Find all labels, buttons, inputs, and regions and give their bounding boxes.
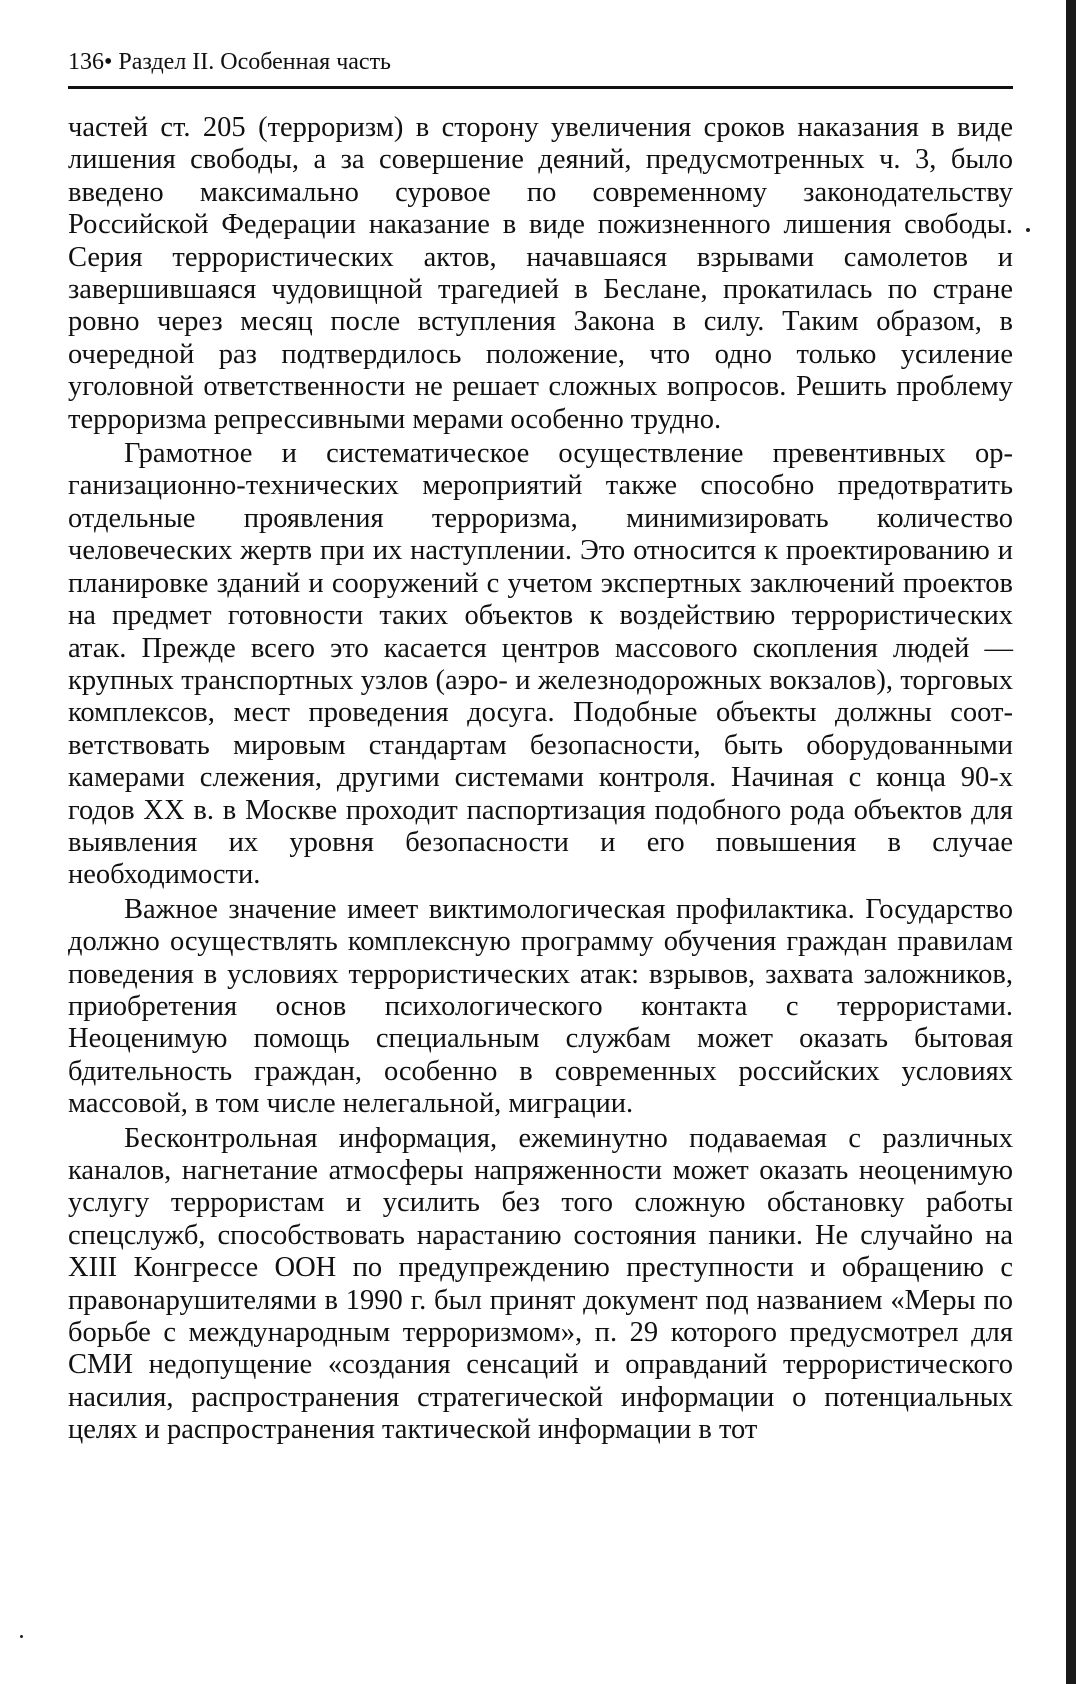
page-number: 136 xyxy=(68,49,104,75)
section-title: Раздел II. Особенная часть xyxy=(118,49,391,75)
running-header xyxy=(68,46,1013,89)
scan-speck xyxy=(20,1635,23,1638)
paragraph-2: Грамотное и систематическое осуществление превентивных организационно-технических мероприятий также способно предотвратить отдельные проявления терроризма, минимизировать количество человеческих жертв при их наступлении. Это относится к проектированию и планировке зданий и сооружений с учетом экспертных заключений проектов на предмет готовности таких объектов к воздействию террористических атак. Прежде всего это касается центров массового скопления людей — крупных транспортных узлов (аэро- и железнодорожных вокзалов), торговых комплексов, мест проведения досуга. Подобные объекты должны соответствовать мировым стандартам безопасности, быть оборудованными камерами слежения, другими системами контроля. Начиная с конца 90-х годов XX в. в Москве проходит паспортизация подобного рода объектов для выявления их уровня безопасности и его повышения в случае необходимости. xyxy=(68,438,1013,891)
header-separator: • xyxy=(104,49,113,75)
paragraph-3: Важное значение имеет виктимологическая профилактика. Государство должно осуществлять комплексную программу обучения граждан правилам поведения в условиях террористических атак: взрывов, захвата заложников, приобретения основ психологического контакта с террористами. Неоценимую помощь специальным службам может оказать бытовая бдительность граждан, особенно в современных российских условиях массовой, в том числе нелегальной, миграции. xyxy=(68,893,1013,1120)
scan-speck xyxy=(1026,228,1030,232)
paragraph-4: Бесконтрольная информация, ежеминутно подаваемая с различных каналов, нагнетание атмосферы напряженности может оказать неоценимую услугу террористам и усилить без того сложную обстановку работы спецслужб, способствовать нарастанию состояния паники. Не случайно на XIII Конгрессе ООН по предупреждению преступности и обращению с правонарушителями в 1990 г. был принят документ под названием «Меры по борьбе с международным терроризмом», п. 29 которого предусмотрел для СМИ недопущение «создания сенсаций и оправданий террористического насилия, распространения стратегической информации о потенциальных целях и распространения тактической информации в тот xyxy=(68,1122,1013,1446)
paragraph-1: частей ст. 205 (терроризм) в сторону увеличения сроков наказания в виде лишения свободы, а за совершение деяний, предусмотренных ч. 3, было введено максимально суровое по современному законодательству Российской Федерации наказание в виде пожизненного лишения свободы. Серия террористических актов, начавшаяся взрывами самолетов и завершившаяся чудовищной трагедией в Беслане, прокатилась по стране ровно через месяц после вступления Закона в силу. Таким образом, в очередной раз подтвердилось положение, что одно только усиление уголовной ответственности не решает сложных вопросов. Решить проблему терроризма репрессивными мерами особенно трудно. xyxy=(68,112,1013,435)
body-text xyxy=(68,112,1013,1447)
page-edge-shadow xyxy=(1066,0,1076,1684)
